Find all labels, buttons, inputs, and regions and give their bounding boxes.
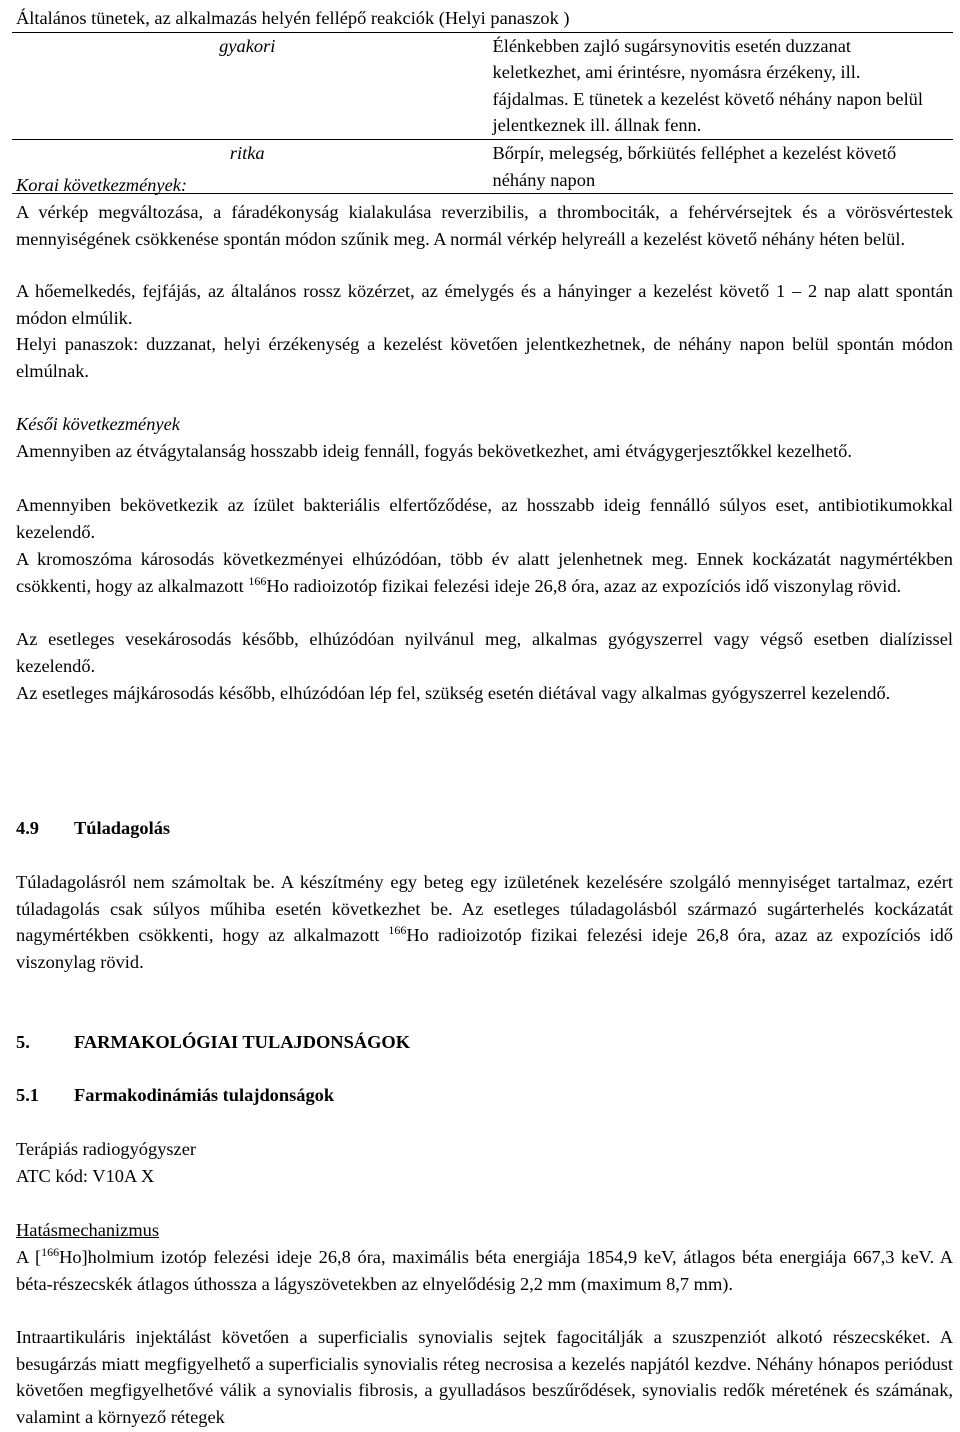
early-effects-paragraph: Helyi panaszok: duzzanat, helyi érzékenység a kezelést követően jelentkezhetnek, de néhány napon belül spontán módon elmúlnak. [16, 334, 953, 381]
table-title: Általános tünetek, az alkalmazás helyén fellépő reakciók (Helyi panaszok ) [12, 5, 953, 32]
late-effects-paragraph: Amennyiben az étvágytalanság hosszabb ideig fennáll, fogyás bekövetkezhet, ami étvágygerjesztőkkel kezelhető. [16, 441, 852, 461]
mechanism-paragraph: Intraartikuláris injektálást követően a superficialis synovialis sejtek fagocitálják a szuszpenziót alkotó részecskéket. A besugárzás miatt megfigyelhető a superficialis synovialis réteg necrosisa a kezelés napjától kezdve. Néhány hónapos periódust követően megfigyelhetővé válik a synovialis fibrosis, a gyulladásos beszűrődések, synovialis redők méretének és számának, valamint a környező rétegek [16, 1327, 953, 1427]
therapy-class: Terápiás radiogyógyszer [16, 1139, 196, 1159]
early-effects-paragraph: A hőemelkedés, fejfájás, az általános rossz közérzet, az émelygés és a hányinger a kezelést követő 1 – 2 nap alatt spontán módon elmúlik. [16, 281, 953, 328]
table-row [12, 32, 953, 139]
early-effects-paragraph: A vérkép megváltozása, a fáradékonyság kialakulása reverzibilis, a thrombociták, a fehérvérsejtek és a vörösvértestek mennyiségének csökkenése spontán módon szűnik meg. A normál vérkép helyreáll a kezelést követő néhány héten belül. [16, 202, 953, 249]
mechanism-heading: Hatásmechanizmus [16, 1220, 159, 1240]
section-title: FARMAKOLÓGIAI TULAJDONSÁGOK [74, 1032, 410, 1052]
adverse-reaction-table [12, 5, 953, 194]
frequency-label: ritka [12, 139, 483, 193]
section-heading-5-1 [16, 1082, 953, 1109]
section-number: 5.1 [16, 1085, 39, 1105]
reaction-text: Bőrpír, melegség, bőrkiütés felléphet a kezelést követő néhány napon [483, 139, 954, 193]
section-title: Túladagolás [74, 818, 171, 838]
reaction-text: Élénkebben zajló sugársynovitis esetén duzzanat keletkezhet, ami érintésre, nyomásra érzékeny, ill. fájdalmas. E tünetek a kezelést követő néhány napon belül jelentkeznek ill. állnak fenn. [483, 32, 954, 139]
section-heading-5 [16, 1029, 953, 1056]
section-title: Farmakodinámiás tulajdonságok [74, 1085, 335, 1105]
atc-code: ATC kód: V10A X [16, 1166, 155, 1186]
early-effects-heading: Korai következmények: [16, 175, 188, 195]
late-effects-paragraph: A kromoszóma károsodás következményei elhúzódóan, több év alatt jelenhetnek meg. Ennek kockázatát nagymértékben csökkenti, hogy az alkalmazott $^{166}$Ho radioizotóp fizikai felezési ideje 26,8 óra, azaz az expozíciós idő viszonylag rövid. [16, 549, 953, 596]
isotope-mass-number: 166 [388, 923, 407, 938]
section-heading-4-9 [16, 815, 953, 842]
section-number: 5. [16, 1032, 30, 1052]
mechanism-paragraph: A [$^{166}$Ho]holmium izotóp felezési ideje 26,8 óra, maximális béta energiája 1854,9 keV, átlagos béta energiája 667,3 keV. A béta-részecskék átlagos úthossza a lágyszövetekben az elnyelődésig 2,2 mm (maximum 8,7 mm). [16, 1245, 953, 1294]
late-effects-heading: Késői következmények [16, 414, 180, 434]
late-effects-paragraph: Amennyiben bekövetkezik az ízület bakteriális elfertőződése, az hosszabb ideig fennálló súlyos eset, antibiotikumokkal kezelendő. [16, 495, 953, 542]
late-effects-paragraph: Az esetleges vesekárosodás később, elhúzódóan nyilvánul meg, alkalmas gyógyszerrel vagy végső esetben dialízissel kezelendő. [16, 629, 953, 676]
late-effects-paragraph: Az esetleges májkárosodás később, elhúzódóan lép fel, szükség esetén diétával vagy alkalmas gyógyszerrel kezelendő. [16, 683, 891, 703]
isotope-mass-number: 166 [41, 1245, 60, 1259]
frequency-label: gyakori [12, 32, 483, 139]
overdose-paragraph: Túladagolásról nem számoltak be. A készítmény egy beteg egy izületének kezelésére szolgáló mennyiséget tartalmaz, ezért túladagolás csak súlyos műhiba esetén következhet be. Az esetleges túladagolásból származó sugárterhelés kockázatát nagymértékben csökkenti, hogy az alkalmazott $^{166}$Ho radioizotóp fizikai felezési ideje 26,8 óra, azaz az expozíciós idő viszonylag rövid. [16, 872, 953, 972]
section-number: 4.9 [16, 818, 39, 838]
isotope-mass-number: 166 [248, 573, 267, 588]
